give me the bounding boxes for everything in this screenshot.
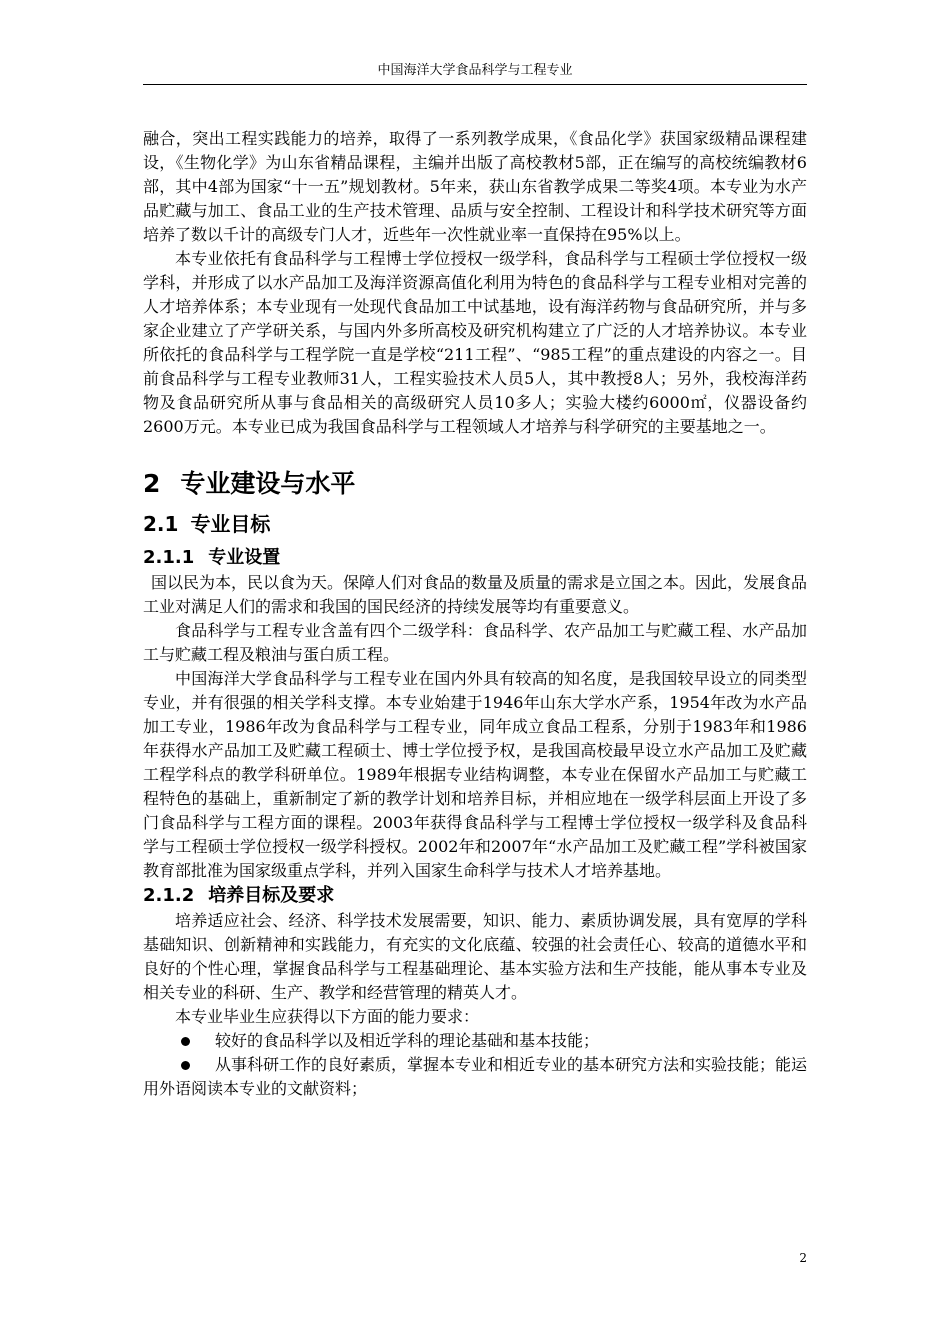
subsubsection-number: 2.1.2 bbox=[143, 885, 195, 906]
bullet-dot-icon bbox=[181, 1037, 190, 1046]
subsection-number: 2.1 bbox=[143, 512, 179, 536]
subsubsection-title: 专业设置 bbox=[208, 547, 281, 568]
paragraph-2-1-1-c: 中国海洋大学食品科学与工程专业在国内外具有较高的知名度，是我国较早设立的同类型专业，并有很强的相关学科支撑。本专业始建于1946年山东大学水产系，1954年改为水产品加工专业，1986年改为食品科学与工程专业，同年成立食品工程系，分别于1983年和1986年获得水产品加工及贮藏工程硕士、博士学位授予权，是我国高校最早设立水产品加工及贮藏工程学科点的教学科研单位。1989年根据专业结构调整，本专业在保留水产品加工与贮藏工程特色的基础上，重新制定了新的教学计划和培养目标，并相应地在一级学科层面上开设了多门食品科学与工程方面的课程。2003年获得食品科学与工程博士学位授权一级学科及食品科学与工程硕士学位授权一级学科授权。2002年和2007年“水产品加工及贮藏工程”学科被国家教育部批准为国家级重点学科，并列入国家生命科学与技术人才培养基地。 bbox=[143, 669, 807, 880]
paragraph-continued: 融合，突出工程实践能力的培养，取得了一系列教学成果，《食品化学》获国家级精品课程建设，《生物化学》为山东省精品课程，主编并出版了高校教材5部，正在编写的高校统编教材6部，其中4部为国家“十一五”规划教材。5年来，获山东省教学成果二等奖4项。本专业为水产品贮藏与加工、食品工业的生产技术管理、品质与安全控制、工程设计和科学技术研究等方面培养了数以千计的高级专门人才，近些年一次性就业率一直保持在95%以上。 bbox=[143, 129, 807, 244]
bullet-item bbox=[143, 1029, 807, 1053]
paragraph-2-1-2-b: 本专业毕业生应获得以下方面的能力要求： bbox=[175, 1007, 480, 1026]
paragraph-intro-2: 本专业依托有食品科学与工程博士学位授权一级学科，食品科学与工程硕士学位授权一级学科，并形成了以水产品加工及海洋资源高值化利用为特色的食品科学与工程专业相对完善的人才培养体系；本专业现有一处现代食品加工中试基地，设有海洋药物与食品研究所，并与多家企业建立了产学研关系，与国内外多所高校及研究机构建立了广泛的人才培养协议。本专业所依托的食品科学与工程学院一直是学校“211工程”、“985工程”的重点建设的内容之一。目前食品科学与工程专业教师31人，工程实验技术人员5人，其中教授8人；另外，我校海洋药物及食品研究所从事与食品相关的高级研究人员10多人；实验大楼约6000㎡，仪器设备约2600万元。本专业已成为我国食品科学与工程领域人才培养与科学研究的主要基地之一。 bbox=[143, 249, 807, 436]
bullet-text: 从事科研工作的良好素质，掌握本专业和相近专业的基本研究方法和实验技能；能运用外语阅读本专业的文献资料； bbox=[143, 1055, 808, 1098]
subsection-title: 专业目标 bbox=[190, 512, 271, 536]
section-number: 2 bbox=[143, 469, 161, 498]
subsubsection-title: 培养目标及要求 bbox=[208, 885, 335, 906]
bullet-text: 较好的食品科学以及相近学科的理论基础和基本技能； bbox=[215, 1031, 600, 1050]
subsubsection-heading-2-1-2 bbox=[143, 883, 807, 909]
paragraph-2-1-2-a: 培养适应社会、经济、科学技术发展需要，知识、能力、素质协调发展，具有宽厚的学科基础知识、创新精神和实践能力，有充实的文化底蕴、较强的社会责任心、较高的道德水平和良好的个性心理，掌握食品科学与工程基础理论、基本实验方法和生产技能，能从事本专业及相关专业的科研、生产、教学和经营管理的精英人才。 bbox=[143, 911, 807, 1002]
paragraph-2-1-1-b: 食品科学与工程专业含盖有四个二级学科：食品科学、农产品加工与贮藏工程、水产品加工与贮藏工程及粮油与蛋白质工程。 bbox=[143, 621, 807, 664]
page-content bbox=[143, 127, 807, 1101]
subsection-heading-2-1 bbox=[143, 509, 807, 539]
bullet-item bbox=[143, 1053, 807, 1101]
section-heading-2 bbox=[143, 465, 807, 503]
header-rule bbox=[143, 84, 807, 85]
section-title: 专业建设与水平 bbox=[180, 469, 356, 498]
running-header: 中国海洋大学食品科学与工程专业 bbox=[377, 63, 573, 78]
subsubsection-number: 2.1.1 bbox=[143, 547, 195, 568]
page-number: 2 bbox=[799, 1251, 807, 1265]
paragraph-2-1-1-a: 国以民为本，民以食为天。保障人们对食品的数量及质量的需求是立国之本。因此，发展食品工业对满足人们的需求和我国的国民经济的持续发展等均有重要意义。 bbox=[143, 573, 808, 616]
bullet-dot-icon bbox=[181, 1061, 190, 1070]
subsubsection-heading-2-1-1 bbox=[143, 545, 807, 571]
